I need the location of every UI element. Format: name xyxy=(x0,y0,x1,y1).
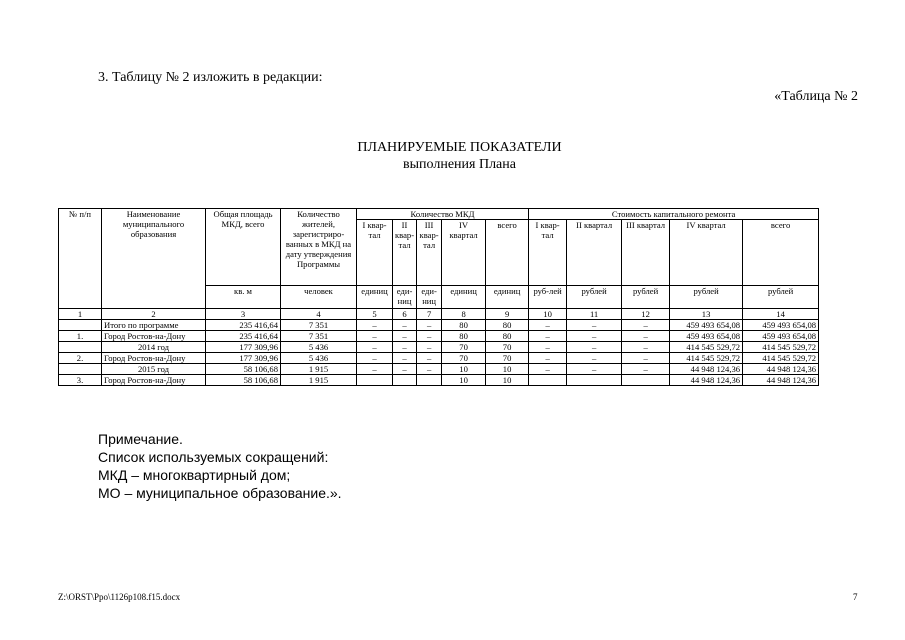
col-number: 12 xyxy=(622,309,670,320)
table-cell: 80 xyxy=(442,320,486,331)
table-cell xyxy=(59,320,102,331)
heading-subtitle: выполнения Плана xyxy=(403,157,516,172)
table-cell: – xyxy=(417,331,442,342)
table-cell: – xyxy=(622,320,670,331)
header-num: № п/п xyxy=(59,209,102,286)
header-c-q2: II квартал xyxy=(567,220,622,286)
table-cell: 7 351 xyxy=(281,331,357,342)
table-cell: 177 309,96 xyxy=(206,342,281,353)
table-cell xyxy=(357,375,393,386)
header-cost-group: Стоимость капитального ремонта xyxy=(529,209,819,220)
table-cell: – xyxy=(357,364,393,375)
header-row-1 xyxy=(59,209,819,220)
table-cell: 235 416,64 xyxy=(206,331,281,342)
unit-residents: человек xyxy=(281,286,357,309)
table-cell: 7 351 xyxy=(281,320,357,331)
header-c-q4: IV квартал xyxy=(670,220,743,286)
table-reference: «Таблица № 2 xyxy=(774,89,858,104)
unit-q3: еди-ниц xyxy=(417,286,442,309)
col-number: 11 xyxy=(567,309,622,320)
table-body xyxy=(59,320,819,386)
table-cell: 414 545 529,72 xyxy=(743,342,819,353)
col-number: 6 xyxy=(393,309,417,320)
table-cell: 414 545 529,72 xyxy=(743,353,819,364)
col-number: 10 xyxy=(529,309,567,320)
table-cell: – xyxy=(357,320,393,331)
header-name: Наименование муниципального образования xyxy=(102,209,206,286)
table-cell: 10 xyxy=(442,375,486,386)
note-line: МО – муниципальное образование.». xyxy=(98,485,342,501)
table-cell: 1 915 xyxy=(281,364,357,375)
unit-q4: единиц xyxy=(442,286,486,309)
header-mkd-group: Количество МКД xyxy=(357,209,529,220)
header-area: Общая площадь МКД, всего xyxy=(206,209,281,286)
table-cell: 5 436 xyxy=(281,353,357,364)
col-number: 2 xyxy=(102,309,206,320)
table-cell xyxy=(529,375,567,386)
unit-c-q2: рублей xyxy=(567,286,622,309)
col-number: 9 xyxy=(486,309,529,320)
table-cell: – xyxy=(417,342,442,353)
table-cell: 5 436 xyxy=(281,342,357,353)
table-cell: – xyxy=(393,364,417,375)
header-total: всего xyxy=(486,220,529,286)
table-cell: – xyxy=(417,320,442,331)
header-residents: Количество жителей, зарегистриро-ванных в МКД на дату утверждения Программы xyxy=(281,209,357,286)
table-cell: 80 xyxy=(486,320,529,331)
table-cell: – xyxy=(529,331,567,342)
table-cell: 1. xyxy=(59,331,102,342)
table-cell: – xyxy=(417,364,442,375)
note-line: МКД – многоквартирный дом; xyxy=(98,467,291,483)
table-cell: Город Ростов-на-Дону xyxy=(102,331,206,342)
table-cell: 459 493 654,08 xyxy=(670,331,743,342)
table-cell: 80 xyxy=(486,331,529,342)
table-cell: – xyxy=(529,342,567,353)
unit-c-total: рублей xyxy=(743,286,819,309)
header-c-q3: III квартал xyxy=(622,220,670,286)
table-cell: 44 948 124,36 xyxy=(670,375,743,386)
intro-text: 3. Таблицу № 2 изложить в редакции: xyxy=(98,70,323,85)
table-cell: 80 xyxy=(442,331,486,342)
table-cell: Итого по программе xyxy=(102,320,206,331)
table-cell xyxy=(393,375,417,386)
table-cell xyxy=(417,375,442,386)
table-cell xyxy=(622,375,670,386)
table-cell: – xyxy=(622,364,670,375)
table-cell: – xyxy=(357,342,393,353)
table-cell: – xyxy=(567,331,622,342)
table-cell: 70 xyxy=(486,353,529,364)
table-cell: 58 106,68 xyxy=(206,375,281,386)
units-row xyxy=(59,286,819,309)
table-cell: 44 948 124,36 xyxy=(743,375,819,386)
col-number: 5 xyxy=(357,309,393,320)
unit-c-q4: рублей xyxy=(670,286,743,309)
table-cell: – xyxy=(393,342,417,353)
heading-title: ПЛАНИРУЕМЫЕ ПОКАЗАТЕЛИ xyxy=(357,140,562,155)
table-cell: – xyxy=(357,353,393,364)
header-q4: IV квартал xyxy=(442,220,486,286)
col-number: 1 xyxy=(59,309,102,320)
unit-q2: еди-ниц xyxy=(393,286,417,309)
col-number: 7 xyxy=(417,309,442,320)
page-number: 7 xyxy=(853,592,858,602)
table-cell: 10 xyxy=(442,364,486,375)
table-cell: – xyxy=(567,320,622,331)
col-number: 14 xyxy=(743,309,819,320)
table-cell: – xyxy=(417,353,442,364)
unit-c-q1: руб-лей xyxy=(529,286,567,309)
table-cell: 70 xyxy=(442,353,486,364)
note-line: Примечание. xyxy=(98,431,183,447)
table-cell: 10 xyxy=(486,375,529,386)
table-cell: 177 309,96 xyxy=(206,353,281,364)
notes xyxy=(98,430,342,502)
table-cell: – xyxy=(357,331,393,342)
unit-c-q3: рублей xyxy=(622,286,670,309)
column-numbers-row xyxy=(59,309,819,320)
table-cell: 459 493 654,08 xyxy=(670,320,743,331)
table-cell: 44 948 124,36 xyxy=(743,364,819,375)
note-line: Список используемых сокращений: xyxy=(98,449,329,465)
table-cell: 70 xyxy=(486,342,529,353)
table-cell: 3. xyxy=(59,375,102,386)
table-cell: 414 545 529,72 xyxy=(670,353,743,364)
table-cell: – xyxy=(529,364,567,375)
col-number: 13 xyxy=(670,309,743,320)
unit-q1: единиц xyxy=(357,286,393,309)
table-cell: Город Ростов-на-Дону xyxy=(102,353,206,364)
header-q3: III квар-тал xyxy=(417,220,442,286)
table-cell: 235 416,64 xyxy=(206,320,281,331)
col-number: 3 xyxy=(206,309,281,320)
table-cell: – xyxy=(567,342,622,353)
table-cell: 10 xyxy=(486,364,529,375)
table-cell: – xyxy=(622,353,670,364)
table-cell: 58 106,68 xyxy=(206,364,281,375)
header-q1: I квар-тал xyxy=(357,220,393,286)
col-number: 8 xyxy=(442,309,486,320)
table-cell: 459 493 654,08 xyxy=(743,320,819,331)
table-cell xyxy=(59,364,102,375)
table-cell: – xyxy=(529,353,567,364)
table-cell: – xyxy=(393,320,417,331)
table-cell: – xyxy=(622,331,670,342)
table-cell: – xyxy=(622,342,670,353)
table-cell: – xyxy=(393,353,417,364)
unit-total: единиц xyxy=(486,286,529,309)
table-cell: Город Ростов-на-Дону xyxy=(102,375,206,386)
header-c-q1: I квар-тал xyxy=(529,220,567,286)
table-cell: 2014 год xyxy=(102,342,206,353)
table-cell: 2. xyxy=(59,353,102,364)
table-cell: 44 948 124,36 xyxy=(670,364,743,375)
table-cell: – xyxy=(529,320,567,331)
indicators-table xyxy=(58,208,819,386)
table-cell xyxy=(567,375,622,386)
table-cell: – xyxy=(393,331,417,342)
table-cell: 2015 год xyxy=(102,364,206,375)
table-cell: 1 915 xyxy=(281,375,357,386)
header-c-total: всего xyxy=(743,220,819,286)
table-cell: 70 xyxy=(442,342,486,353)
header-q2: II квар-тал xyxy=(393,220,417,286)
footer-file-path: Z:\ORST\Ppo\1126p108.f15.docx xyxy=(58,592,181,602)
unit-area: кв. м xyxy=(206,286,281,309)
col-number: 4 xyxy=(281,309,357,320)
table-cell xyxy=(59,342,102,353)
table-cell: 459 493 654,08 xyxy=(743,331,819,342)
table-cell: – xyxy=(567,353,622,364)
table-cell: 414 545 529,72 xyxy=(670,342,743,353)
table-cell: – xyxy=(567,364,622,375)
